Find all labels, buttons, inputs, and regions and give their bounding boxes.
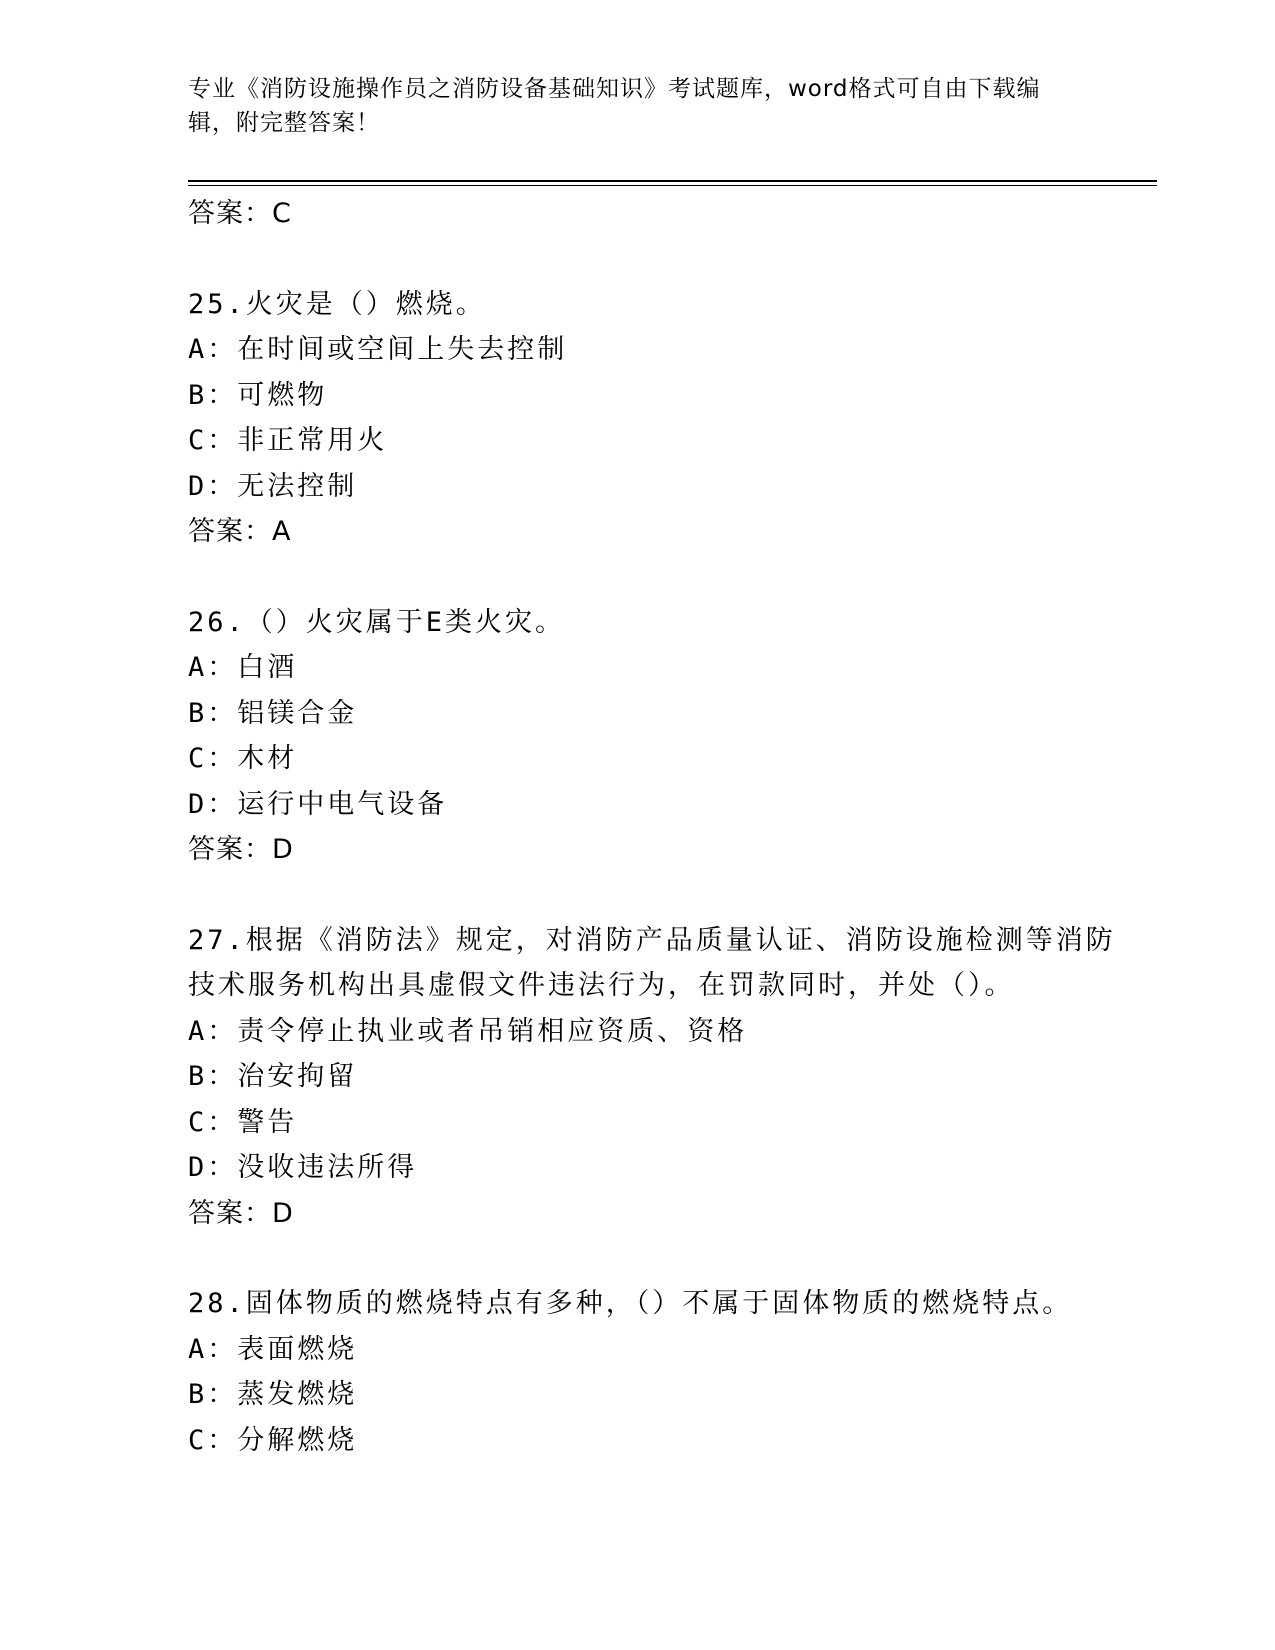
option-c: C：分解燃烧 xyxy=(188,1424,358,1456)
header-line-1: 专业《消防设施操作员之消防设备基础知识》考试题库，word格式可自由下载编 xyxy=(188,76,1041,102)
question-text-line-2: 技术服务机构出具虚假文件违法行为，在罚款同时，并处（）。 xyxy=(188,970,1015,1001)
question-text-line-1: 27.根据《消防法》规定，对消防产品质量认证、消防设施检测等消防 xyxy=(188,924,1116,956)
question-text: 25.火灾是（）燃烧。 xyxy=(188,288,486,320)
option-d: D：运行中电气设备 xyxy=(188,788,448,820)
option-a: A：在时间或空间上失去控制 xyxy=(188,334,568,365)
answer-line: 答案：D xyxy=(188,834,294,865)
option-a: A：责令停止执业或者吊销相应资质、资格 xyxy=(188,1015,748,1047)
header-divider-thin xyxy=(188,185,1157,186)
answer-line: 答案：A xyxy=(188,516,292,547)
page-header xyxy=(188,72,1088,140)
option-b: B：铝镁合金 xyxy=(188,697,358,729)
question-block-25 xyxy=(188,282,1088,555)
question-list xyxy=(188,191,1116,1463)
option-d: D：没收违法所得 xyxy=(188,1152,418,1183)
header-divider xyxy=(188,180,1157,182)
option-b: B：蒸发燃烧 xyxy=(188,1379,358,1410)
option-a: A：白酒 xyxy=(188,652,298,683)
question-text: 26.（）火灾属于E类火灾。 xyxy=(188,606,566,638)
answer-line: 答案：C xyxy=(188,198,292,229)
option-a: A：表面燃烧 xyxy=(188,1333,358,1365)
option-b: B：治安拘留 xyxy=(188,1061,358,1092)
question-text: 28.固体物质的燃烧特点有多种，（）不属于固体物质的燃烧特点。 xyxy=(188,1288,1073,1319)
question-block-26 xyxy=(188,600,1088,873)
option-d: D：无法控制 xyxy=(188,470,358,502)
option-c: C：木材 xyxy=(188,743,298,774)
question-block-28 xyxy=(188,1281,1088,1463)
option-b: B：可燃物 xyxy=(188,379,328,411)
option-c: C：非正常用火 xyxy=(188,425,388,456)
option-c: C：警告 xyxy=(188,1106,298,1138)
question-block-27 xyxy=(188,918,1116,1237)
header-line-2: 辑，附完整答案！ xyxy=(188,110,380,136)
answer-line: 答案：D xyxy=(188,1197,294,1229)
